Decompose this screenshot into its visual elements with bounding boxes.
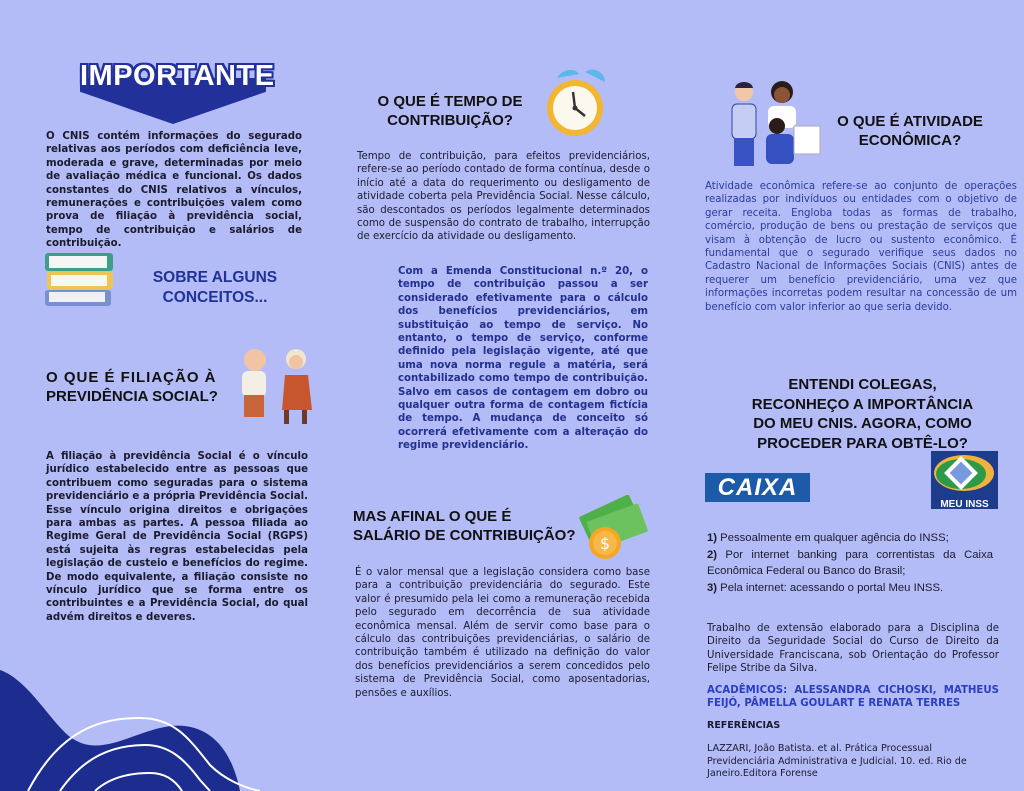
steps-list [707, 530, 993, 596]
step-number: 3) [707, 581, 718, 594]
step-item-3 [707, 580, 993, 597]
trabalho-text: Trabalho de extensão elaborado para a Disciplina de Direito da Seguridade Social do Curso de Direito da Universidade Franciscana, sob Orientação do Professor Felipe Stribe da Silva. [707, 623, 999, 675]
references-text: LAZZARI, João Batista. et al. Prática Processual Previdenciária Administrativa e Judicial. 10. ed. Rio de Janeiro.Editora Forense [707, 743, 967, 779]
step-text: Pessoalmente em qualquer agência do INSS; [717, 532, 949, 544]
team-illustration [722, 78, 828, 173]
tempo-title-line1: O QUE É TEMPO DE [377, 93, 523, 110]
entendi-line-1: ENTENDI COLEGAS, [788, 376, 937, 393]
step-item-1 [707, 530, 993, 547]
entendi-title [735, 375, 990, 453]
inss-emblem-icon [931, 451, 998, 495]
emenda-text: Com a Emenda Constitucional n.º 20, o tempo de contribuição passou a ser considerado efetivamente para o cálculo dos benefícios previdenciários, em substituição ao tempo de serviço. No entanto, o tempo de serviço, conforme definido pela legislação vigente, até que uma nova norma regule a matéria, será contabilizado como tempo de contribuição. Salvo em casos de contagem em dobro ou qualquer outra forma de contagem fictícia de tempo. A mudança de conceito só ocorrerá efetivamente com a alteração do regime previdenciário. [398, 266, 648, 452]
step-number: 2) [707, 548, 718, 561]
salario-title [353, 507, 583, 545]
atividade-title-line2: ECONÔMICA? [858, 132, 962, 149]
step-number: 1) [707, 532, 718, 544]
concepts-title [150, 268, 280, 308]
money-icon [573, 495, 653, 565]
filiacao-title-line2: PREVIDÊNCIA SOCIAL? [46, 388, 218, 405]
entendi-line-2: RECONHEÇO A IMPORTÂNCIA [751, 395, 974, 413]
tempo-text: Tempo de contribuição, para efeitos previdenciários, refere-se ao período contado de forma contínua, desde o início até a data do requerimento ou desligamento de atividade coberta pela Previdência Social. Nesse cálculo, são descontados os períodos legalmente determinados como de suspensão do contrato de trabalho, interrupção de exercício da atividade ou desligamento. [357, 151, 650, 243]
filiacao-title [46, 368, 226, 406]
references-title: REFERÊNCIAS [707, 720, 781, 731]
step-text: Por internet banking para correntistas da Caixa Econômica Federal ou Banco do Brasil; [707, 548, 993, 577]
banner-title: IMPORTANTE [80, 60, 275, 92]
concepts-title-line1: SOBRE ALGUNS [152, 269, 278, 286]
step-text: Pela internet: acessando o portal Meu INSS. [717, 581, 944, 594]
elderly-couple-illustration [230, 345, 320, 430]
important-text: O CNIS contém informações do segurado relativas aos períodos com deficiência leve, moderada e grave, determinadas por meio de avaliação médica e funcional. Os dados constantes do CNIS relativos a vínculos, remunerações e contribuições valem como prova de filiação à previdência social, tempo de contribuição e salários de contribuição. [46, 131, 302, 250]
salario-text: É o valor mensal que a legislação considera como base para a contribuição previdenciária do segurado. Este valor é presumido pela lei como a remuneração recebida pelo segurado em decorrência de sua atividade econômica mensal. Além de servir como base para o cálculo das contribuições previdenciárias, o salário de contribuição também é utilizado na definição do valor dos benefícios previdenciários a serem concedidos pelo sistema de Previdência Social, como aposentadorias, pensões e auxílios. [355, 567, 650, 699]
entendi-line-3: DO MEU CNIS. AGORA, COMO [753, 415, 972, 432]
atividade-text: Atividade econômica refere-se ao conjunto de operações realizadas por indivíduos ou entidades com o objetivo de gerar receita. Engloba todas as formas de trabalho, comércio, produção de bens ou prestação de serviços que visam à obtenção de lucro ou sustento econômico. É fundamental que o segurado verifique seus dados no Cadastro Nacional de Informações Sociais (CNIS) antes de requerer um benefício previdenciário, uma vez que informações incorretas podem resultar na concessão de um benefício com valor inferior ao que seria devido. [705, 181, 1017, 313]
atividade-title-line1: O QUE É ATIVIDADE [837, 113, 983, 130]
atividade-title [835, 112, 985, 150]
books-icon [43, 250, 118, 310]
entendi-line-4: PROCEDER PARA OBTÊ-LO? [757, 434, 968, 452]
meu-inss-logo [931, 451, 998, 509]
concepts-title-line2: CONCEITOS... [162, 289, 268, 306]
filiacao-text: A filiação à previdência Social é o vínculo jurídico estabelecido entre as pessoas que contribuem como seguradas para o sistema previdenciário e a própria Previdência Social. Esse vínculo origina direitos e obrigações para ambas as partes. A pessoa filiada ao Regime Geral de Previdência Social (RGPS) está sujeita às regras estabelecidas pela legislação de custeio e benefícios do regime. De modo equivalente, a filiação consiste no vínculo jurídico que se forma entre os contribuintes e a Previdência Social, do qual advém direitos e deveres. [46, 451, 308, 623]
alarm-clock-icon [543, 64, 613, 144]
caixa-logo [705, 473, 810, 502]
meu-inss-logo-text: MEU INSS [940, 499, 989, 510]
salario-title-line1: MAS AFINAL O QUE É [353, 508, 512, 525]
filiacao-title-line1: O QUE É FILIAÇÃO À [46, 369, 217, 386]
salario-title-line2: SALÁRIO DE CONTRIBUIÇÃO? [353, 527, 576, 544]
academicos-text: ACADÊMICOS: ALESSANDRA CICHOSKI, MATHEUS FEIJÓ, PÂMELLA GOULART E RENATA TERRES [707, 685, 999, 710]
importante-banner [80, 60, 275, 124]
svg-text:$: $ [599, 534, 611, 553]
tempo-title-line2: CONTRIBUIÇÃO? [387, 112, 513, 129]
wave-decoration [0, 640, 340, 791]
step-item-2 [707, 547, 993, 580]
tempo-title [370, 92, 530, 130]
caixa-logo-text: CAIXA [717, 473, 798, 501]
